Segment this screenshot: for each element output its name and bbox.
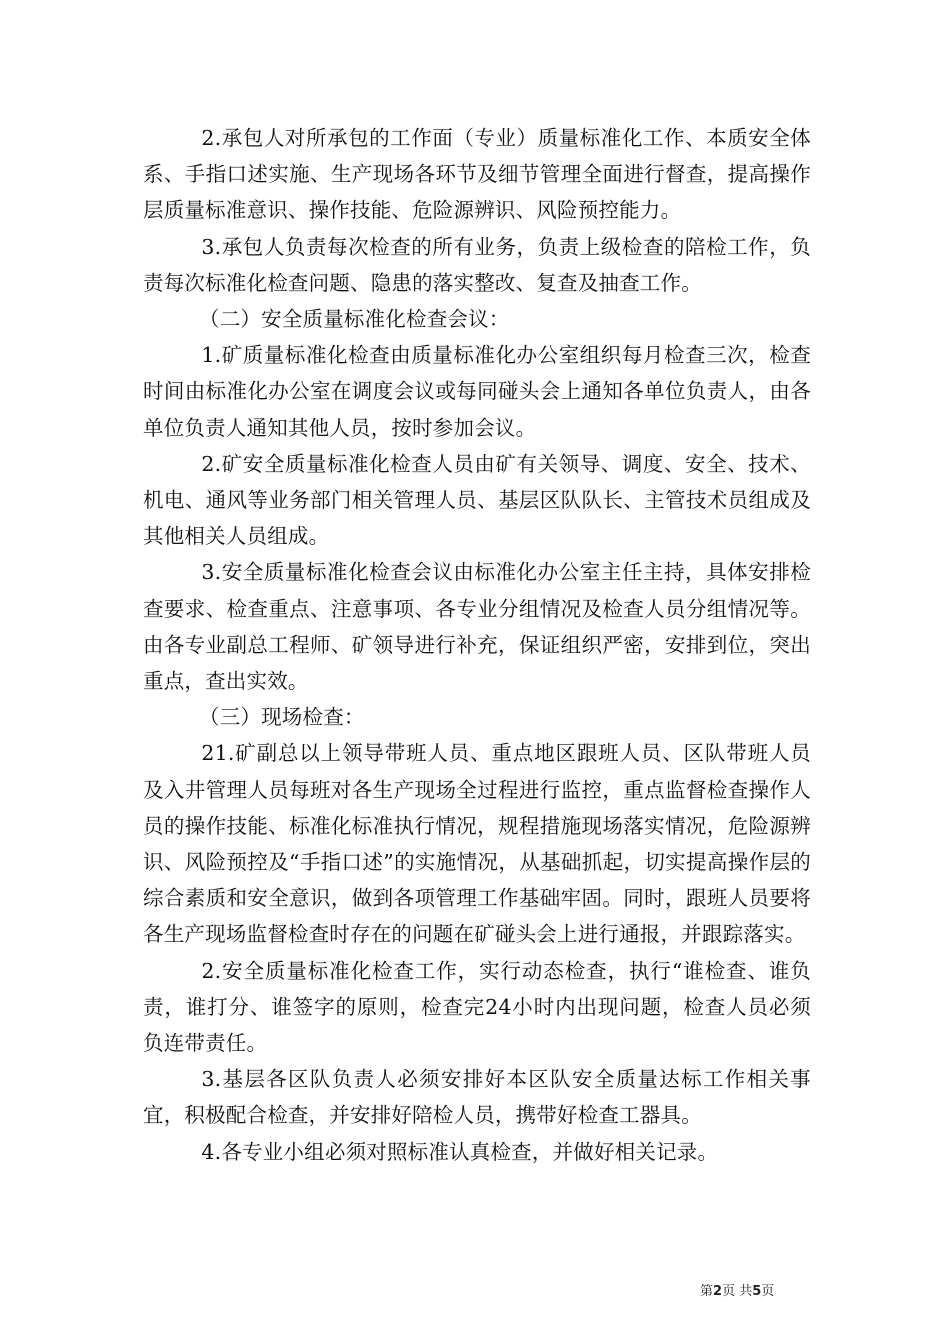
paragraph-contractor-supervision: 2.承包人对所承包的工作面（专业）质量标准化工作、本质安全体系、手指口述实施、生产现场各环节及细节管理全面进行督查，提高操作层质量标准意识、操作技能、危险源辨识、风险预控能力。 [143,126,811,223]
section-heading-inspection-meeting: （二）安全质量标准化检查会议： [199,307,510,332]
footer-suffix: 页 [761,1284,775,1299]
document-body [143,120,811,1170]
page-number-footer [700,1280,774,1299]
footer-prefix: 第 [700,1284,714,1299]
paragraph-team-cooperation: 3.基层各区队负责人必须安排好本区队安全质量达标工作相关事宜，积极配合检查，并安排好陪检人员，携带好检查工器具。 [143,1067,811,1128]
paragraph-meeting-chair: 3.安全质量标准化检查会议由标准化办公室主任主持，具体安排检查要求、检查重点、注意事项、各专业分组情况及检查人员分组情况等。由各专业副总工程师、矿领导进行补充，保证组织严密，安排到位，突出重点，查出实效。 [143,560,811,694]
footer-current-page: 2 [713,1284,723,1299]
paragraph-meeting-members: 2.矿安全质量标准化检查人员由矿有关领导、调度、安全、技术、机电、通风等业务部门相关管理人员、基层区队队长、主管技术员组成及其他相关人员组成。 [143,451,811,549]
footer-total-pages: 5 [752,1284,762,1299]
paragraph-dynamic-inspection: 2.安全质量标准化检查工作，实行动态检查，执行“谁检查、谁负责，谁打分、谁签字的原则，检查完24小时内出现问题，检查人员必须负连带责任。 [143,958,811,1056]
section-heading-site-inspection: （三）现场检查： [199,705,365,730]
paragraph-site-monitoring: 21.矿副总以上领导带班人员、重点地区跟班人员、区队带班人员及入井管理人员每班对各生产现场全过程进行监控，重点监督检查操作人员的操作技能、标准化标准执行情况，规程措施现场落实情况，危险源辨识、风险预控及“手指口述”的实施情况，从基础抓起，切实提高操作层的综合素质和安全意识，做到各项管理工作基础牢固。同时，跟班人员要将各生产现场监督检查时存在的问题在矿碰头会上进行通报，并跟踪落实。 [143,741,811,947]
footer-mid: 页 共 [722,1284,753,1299]
paragraph-contractor-inspection: 3.承包人负责每次检查的所有业务，负责上级检查的陪检工作，负责每次标准化检查问题、隐患的落实整改、复查及抽查工作。 [143,234,811,295]
paragraph-meeting-schedule: 1.矿质量标准化检查由质量标准化办公室组织每月检查三次，检查时间由标准化办公室在调度会议或每同碰头会上通知各单位负责人，由各单位负责人通知其他人员，按时参加会议。 [143,343,811,440]
paragraph-group-records: 4.各专业小组必须对照标准认真检查，并做好相关记录。 [201,1139,719,1164]
